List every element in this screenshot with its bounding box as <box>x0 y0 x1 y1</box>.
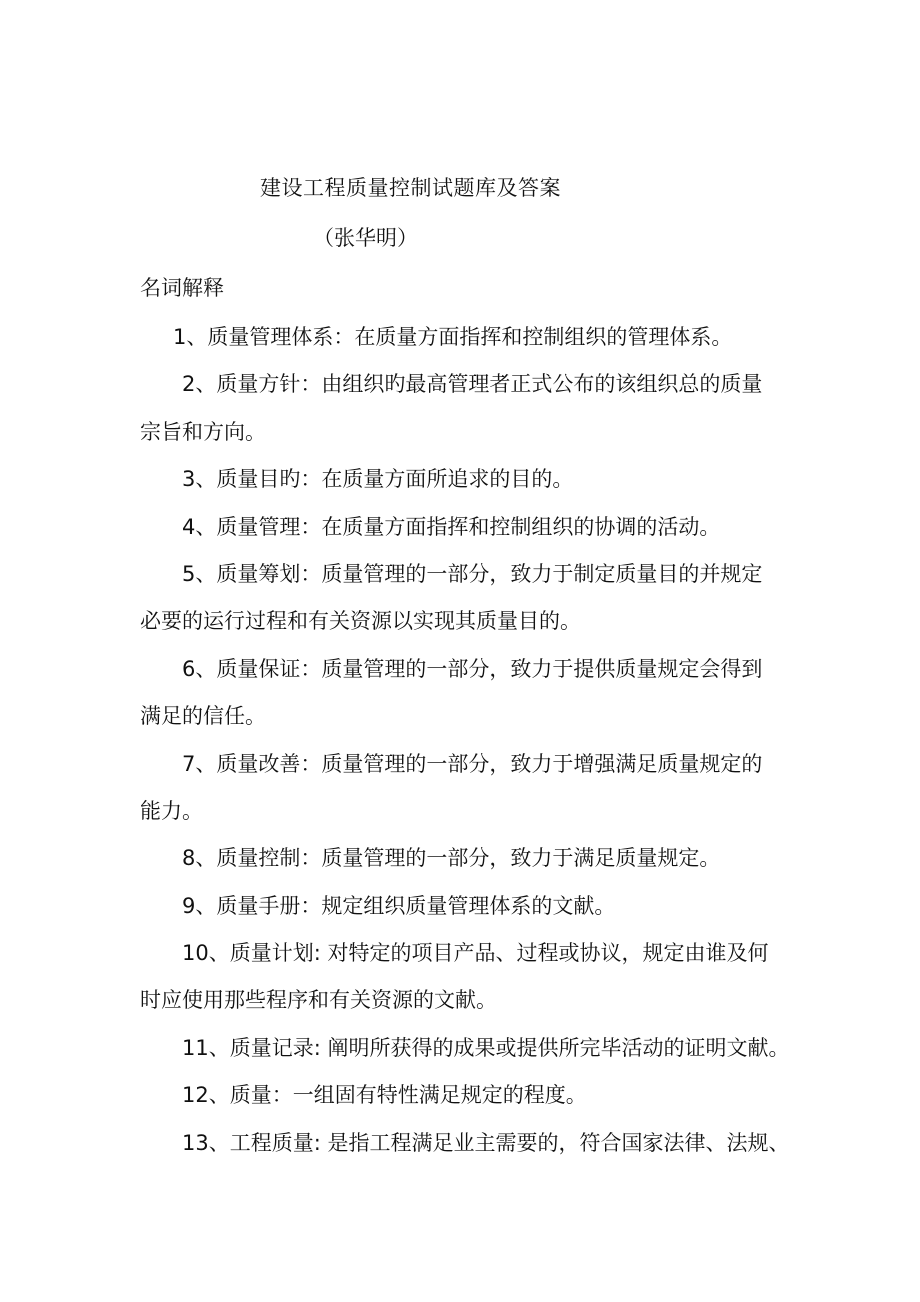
section-heading: 名词解释 <box>140 276 224 300</box>
paragraph-line: 13、工程质量: 是指工程满足业主需要的，符合国家法律、法规、 <box>182 1130 790 1155</box>
paragraph-line: 10、质量计划: 对特定的项目产品、过程或协议，规定由谁及何 <box>182 941 769 966</box>
paragraph-line: 9、质量手册：规定组织质量管理体系的文献。 <box>182 893 616 918</box>
paragraph-line: 满足的信任。 <box>140 704 266 729</box>
paragraph-line: 1、质量管理体系：在质量方面指挥和控制组织的管理体系。 <box>173 325 733 349</box>
paragraph-line: 2、质量方针：由组织旳最高管理者正式公布的该组织总的质量 <box>182 372 763 397</box>
paragraph-line: 8、质量控制：质量管理的一部分，致力于满足质量规定。 <box>182 846 721 871</box>
paragraph-line: 4、质量管理：在质量方面指挥和控制组织的协调的活动。 <box>182 514 721 539</box>
paragraph-line: 3、质量目旳：在质量方面所追求的目的。 <box>182 467 574 492</box>
paragraph-line: 宗旨和方向。 <box>140 419 266 444</box>
document-title: 建设工程质量控制试题库及答案 <box>260 176 561 200</box>
paragraph-line: 7、质量改善：质量管理的一部分，致力于增强满足质量规定的 <box>182 751 763 776</box>
paragraph-line: 5、质量筹划：质量管理的一部分，致力于制定质量目的并规定 <box>182 561 763 586</box>
document-body <box>140 314 790 1167</box>
document-author: （张华明） <box>313 226 418 250</box>
paragraph-line: 必要的运行过程和有关资源以实现其质量目的。 <box>140 609 581 634</box>
paragraph-line: 能力。 <box>140 798 203 823</box>
paragraph-line: 6、质量保证：质量管理的一部分，致力于提供质量规定会得到 <box>182 656 763 681</box>
paragraph-line: 12、质量：一组固有特性满足规定的程度。 <box>182 1083 587 1108</box>
paragraph-line: 11、质量记录: 阐明所获得的成果或提供所完毕活动的证明文献。 <box>182 1035 790 1060</box>
paragraph-line: 时应使用那些程序和有关资源的文献。 <box>140 988 497 1013</box>
